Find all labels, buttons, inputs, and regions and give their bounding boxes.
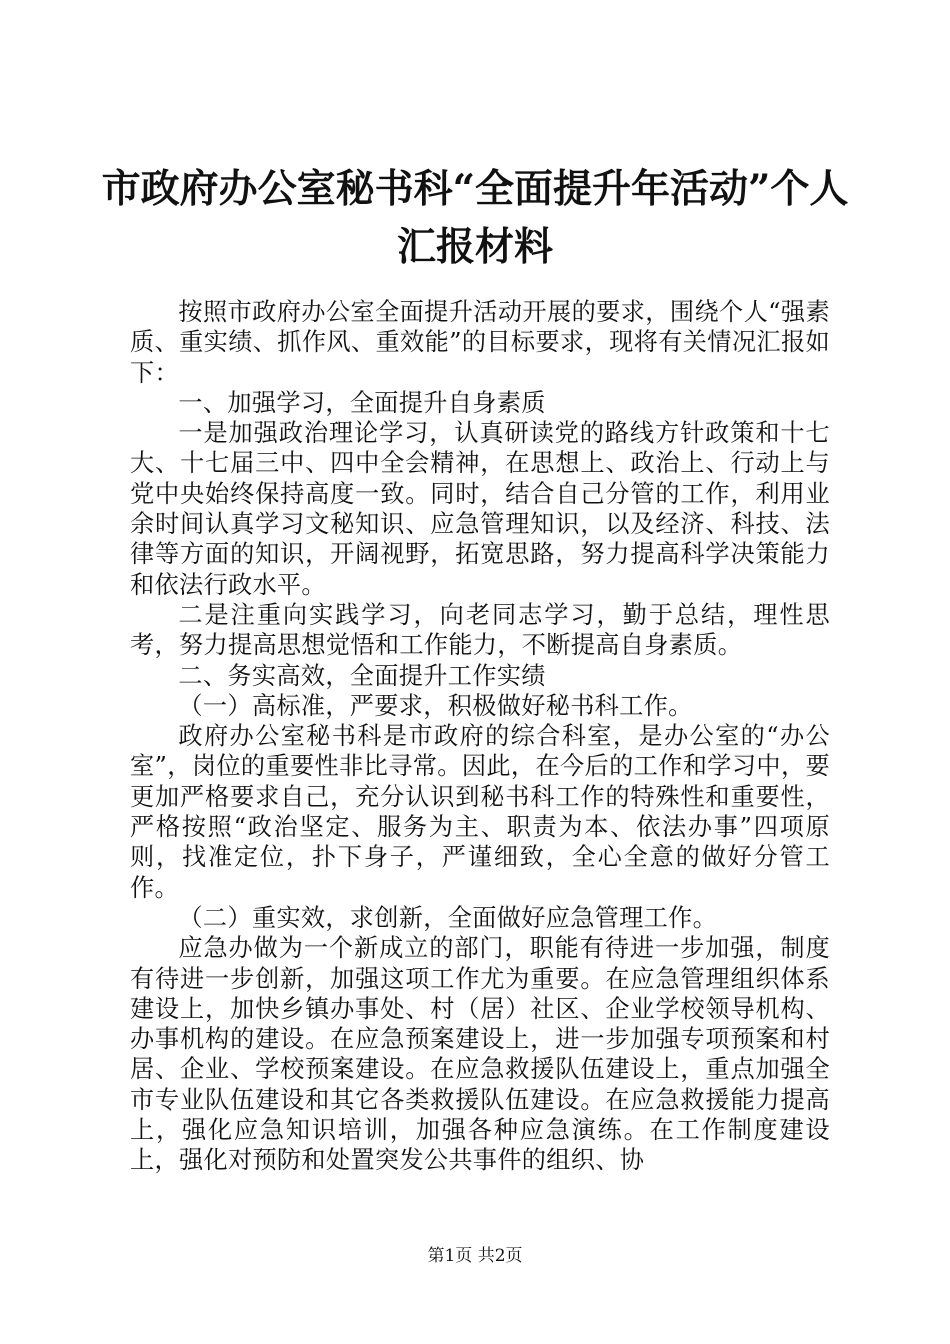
page-number-footer: 第1页 共2页 bbox=[427, 1246, 523, 1266]
title-line-2: 汇报材料 bbox=[396, 224, 553, 270]
document-body bbox=[130, 297, 830, 1176]
document-title bbox=[100, 160, 850, 276]
body-paragraph: 一是加强政治理论学习，认真研读党的路线方针政策和十七大、十七届三中、四中全会精神，在思想上、政治上、行动上与党中央始终保持高度一致。同时，结合自己分管的工作，利用业余时间认真学习文秘知识、应急管理知识，以及经济、科技、法律等方面的知识，开阔视野，拓宽思路，努力提高科学决策能力和依法行政水平。 bbox=[130, 419, 830, 599]
body-paragraph: 政府办公室秘书科是市政府的综合科室，是办公室的“办公室”，岗位的重要性非比寻常。因此，在今后的工作和学习中，要更加严格要求自己，充分认识到秘书科工作的特殊性和重要性，严格按照“政治坚定、服务为主、职责为本、依法办事”四项原则，找准定位，扑下身子，严谨细致，全心全意的做好分管工作。 bbox=[130, 722, 830, 902]
title-line-1: 市政府办公室秘书科“全面提升年活动”个人 bbox=[101, 166, 849, 212]
intro-paragraph: 按照市政府办公室全面提升活动开展的要求，围绕个人“强素质、重实绩、抓作风、重效能”的目标要求，现将有关情况汇报如下： bbox=[130, 298, 830, 387]
body-paragraph: 二是注重向实践学习，向老同志学习，勤于总结，理性思考，努力提高思想觉悟和工作能力，不断提高自身素质。 bbox=[130, 600, 830, 660]
subsection-heading-2: （二）重实效，求创新，全面做好应急管理工作。 bbox=[178, 903, 718, 932]
body-paragraph: 应急办做为一个新成立的部门，职能有待进一步加强，制度有待进一步创新，加强这项工作尤为重要。在应急管理组织体系建设上，加快乡镇办事处、村（居）社区、企业学校领导机构、办事机构的建设。在应急预案建设上，进一步加强专项预案和村居、企业、学校预案建设。在应急救援队伍建设上，重点加强全市专业队伍建设和其它各类救援队伍建设。在应急救援能力提高上，强化应急知识培训，加强各种应急演练。在工作制度建设上，强化对预防和处置突发公共事件的组织、协 bbox=[130, 934, 830, 1175]
section-heading-2: 二、务实高效，全面提升工作实绩 bbox=[178, 661, 546, 690]
subsection-heading-1: （一）高标准，严要求，积极做好秘书科工作。 bbox=[178, 691, 693, 720]
section-heading-1: 一、加强学习，全面提升自身素质 bbox=[178, 388, 546, 417]
